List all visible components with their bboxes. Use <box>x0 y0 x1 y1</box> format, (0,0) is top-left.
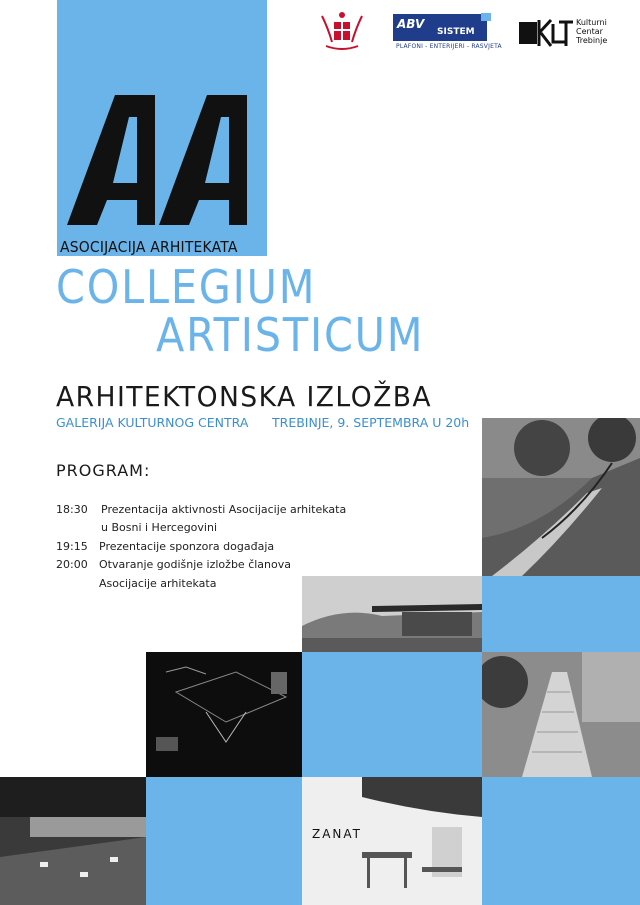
photo-park-path <box>482 418 640 576</box>
program-time: 19:15 <box>56 540 88 553</box>
blue-tile <box>146 777 302 905</box>
kct-logo <box>519 18 629 54</box>
zanat-label: ZANAT <box>312 827 363 841</box>
abv-tagline: PLAFONI - ENTERIJERI - RASVJETA <box>396 43 502 50</box>
photo-dark-installation <box>146 652 302 777</box>
blue-tile <box>302 652 482 777</box>
abv-sistem-logo <box>393 14 502 54</box>
kct-line: Centar <box>576 27 603 36</box>
program-desc-cont: Asocijacije arhitekata <box>99 577 217 590</box>
blue-tile <box>482 576 640 652</box>
abv-name: ABV <box>397 17 425 31</box>
title-line-1: COLLEGIUM <box>56 260 317 314</box>
program-time: 20:00 <box>56 558 88 571</box>
kct-mark <box>519 18 574 48</box>
photo-gallery-interior <box>0 777 146 905</box>
abv-sistem: SISTEM <box>437 27 475 37</box>
photo-zanat-showroom <box>302 777 482 905</box>
kct-line: Trebinje <box>576 36 608 45</box>
program-desc: Prezentacija aktivnosti Asocijacije arhitekata <box>101 503 347 516</box>
kct-text <box>576 18 607 45</box>
association-name: ASOCIJACIJA ARHITEKATA <box>60 238 238 256</box>
program-desc: Otvaranje godišnje izložbe članova <box>99 558 291 571</box>
program-desc-cont: u Bosni i Hercegovini <box>101 521 217 534</box>
venue: GALERIJA KULTURNOG CENTRA <box>56 415 249 430</box>
photo-stairs <box>482 652 640 777</box>
program-heading: PROGRAM: <box>56 461 151 480</box>
abv-logo-accent <box>481 13 491 21</box>
title-line-2: ARTISTICUM <box>156 308 425 362</box>
blue-tile <box>482 777 640 905</box>
kct-line: Kulturni <box>576 18 607 27</box>
date: TREBINJE, 9. SEPTEMBRA U 20h <box>272 415 470 430</box>
photo-building-hill <box>302 576 482 652</box>
coat-of-arms-logo <box>318 12 366 52</box>
aa-logo-mark <box>67 95 257 235</box>
program-desc: Prezentacije sponzora događaja <box>99 540 275 553</box>
exhibition-title: ARHITEKTONSKA IZLOŽBA <box>56 380 433 413</box>
program-time: 18:30 <box>56 503 88 516</box>
